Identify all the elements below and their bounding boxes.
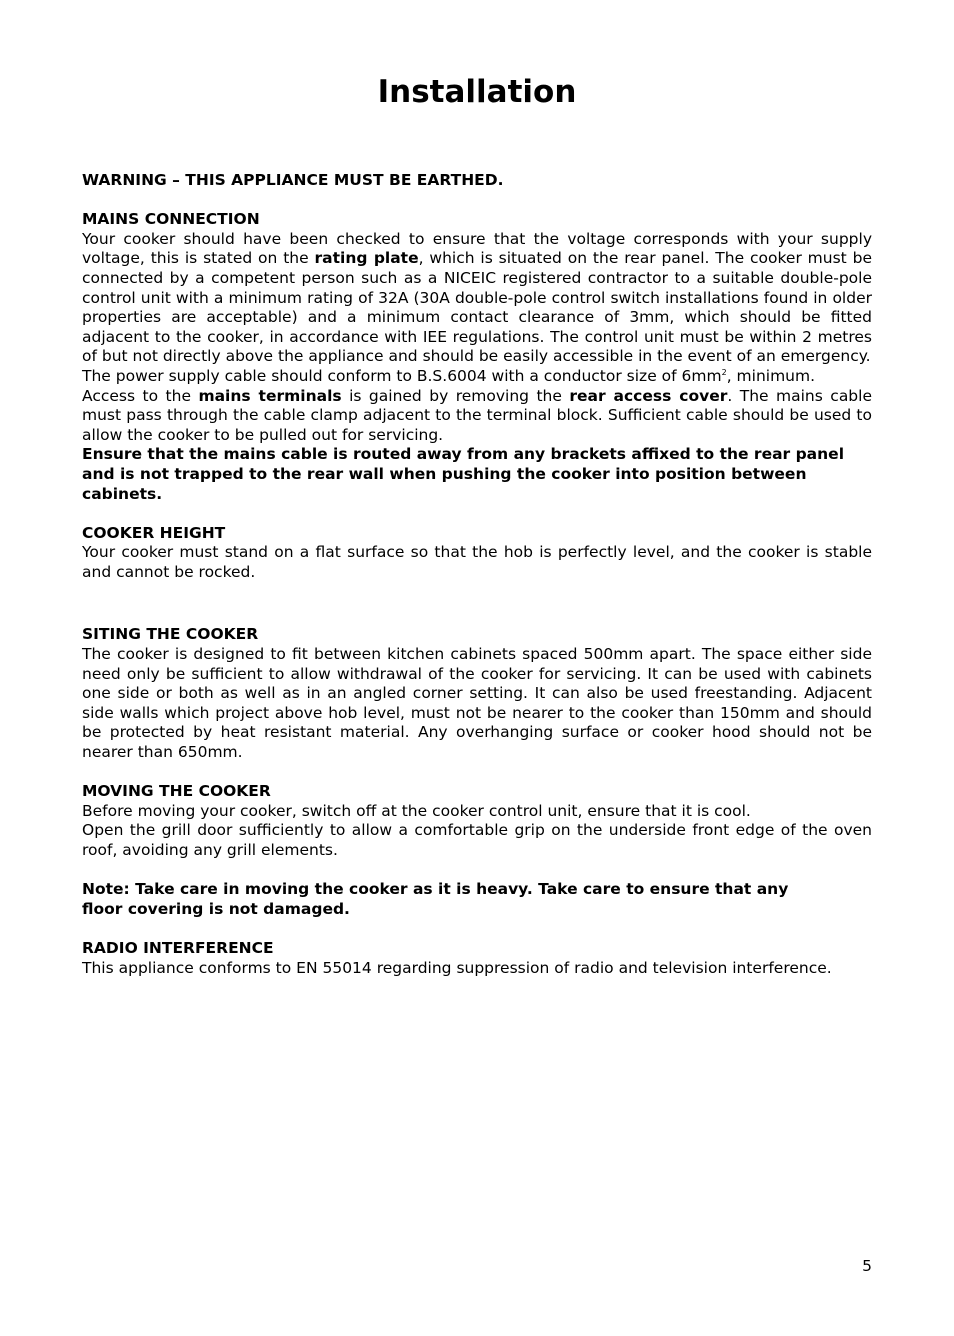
section-siting-the-cooker: [82, 625, 872, 762]
paragraph: Your cooker should have been checked to ensure that the voltage corresponds with your supply voltage, this is stated on the rating plate, which is situated on the rear panel. The cooker must be connected by a competent person such as a NICEIC registered contractor to a suitable double-pole control unit with a minimum rating of 32A (30A double-pole control switch installations found in older properties are acceptable) and a minimum contact clearance of 3mm, which should be fitted adjacent to the cooker, in accordance with IEE regulations. The control unit must be within 2 metres of but not directly above the appliance and should be easily accessible in the event of an emergency.: [82, 229, 872, 366]
section-heading: COOKER HEIGHT: [82, 523, 226, 542]
section-heading: RADIO INTERFERENCE: [82, 938, 274, 957]
paragraph: Access to the mains terminals is gained by removing the rear access cover. The mains cable must pass through the cable clamp adjacent to the terminal block. Sufficient cable should be used to allow the cooker to be pulled out for servicing.: [82, 386, 872, 444]
section-mains-connection: [82, 210, 872, 504]
paragraph: This appliance conforms to EN 55014 regarding suppression of radio and television interference.: [82, 958, 832, 977]
section-moving-the-cooker: [82, 782, 872, 919]
earthing-warning: WARNING – THIS APPLIANCE MUST BE EARTHED.: [82, 171, 504, 189]
page-number: 5: [862, 1257, 872, 1275]
section-heading: MOVING THE COOKER: [82, 782, 271, 801]
paragraph: The power supply cable should conform to B.S.6004 with a conductor size of $6mm^2$, minimum.: [82, 366, 816, 385]
page-title: Installation: [377, 74, 577, 110]
cable-routing-warning: Ensure that the mains cable is routed away from any brackets affixed to the rear panel and is not trapped to the rear wall when pushing the cooker into position between cabinets.: [82, 445, 845, 503]
section-heading: SITING THE COOKER: [82, 625, 259, 644]
document-body: [82, 171, 872, 978]
paragraph: Your cooker must stand on a flat surface so that the hob is perfectly level, and the cooker is stable and cannot be rocked.: [82, 543, 872, 581]
section-cooker-height: [82, 524, 872, 583]
section-heading: MAINS CONNECTION: [82, 210, 260, 229]
paragraph: The cooker is designed to fit between kitchen cabinets spaced 500mm apart. The space either side need only be sufficient to allow withdrawal of the cooker for servicing. It can be used with cabinets one side or both as well as in an angled corner setting. It can also be used freestanding. Adjacent side walls which project above hob level, must not be nearer to the cooker than 150mm and should be protected by heat resistant material. Any overhanging surface or cooker hood should not be nearer than 650mm.: [82, 645, 872, 762]
paragraph: Open the grill door sufficiently to allow a comfortable grip on the underside front edge of the oven roof, avoiding any grill elements.: [82, 821, 872, 859]
section-radio-interference: [82, 939, 872, 978]
moving-note: Note: Take care in moving the cooker as it is heavy. Take care to ensure that any floor covering is not damaged.: [82, 880, 789, 918]
paragraph: Before moving your cooker, switch off at the cooker control unit, ensure that it is cool.: [82, 801, 751, 820]
